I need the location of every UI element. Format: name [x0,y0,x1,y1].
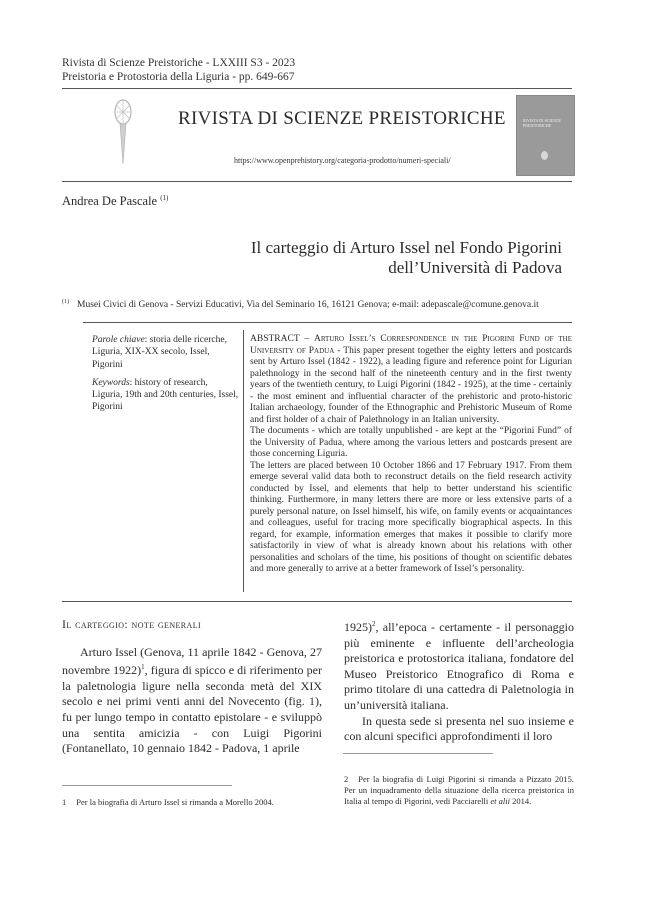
journal-url: https://www.openprehistory.org/categoria-prodotto/numeri-speciali/ [234,156,451,165]
footnote-ref-2[interactable]: 2 [372,620,376,628]
body-right-column [344,617,574,745]
journal-header [62,56,295,84]
keywords-it-label: Parole chiave [92,335,145,345]
journal-issue-line: Preistoria e Protostoria della Liguria - pp. 649-667 [62,71,295,83]
body-paragraph-2: In questa sede si presenta nel suo insieme e con alcuni specifici approfondimenti il loro [344,713,574,744]
footnote-2 [344,774,574,807]
abstract-block [250,334,572,576]
header-rule [62,88,572,89]
keywords-block [92,334,240,420]
body-p1-end: , figura di spicco e di riferimento per la paletnologia ligure nella seconda metà del XIX secolo e nei primi venti anni del Novecento (fig. 1), fu per lungo tempo in contatto epistolare - e sviluppò una sentita amicizia - con Luigi Pigorini (Fontanellato, 10 gennaio 1842 - Padova, 1 aprile [62,663,322,756]
footnote-2-text-b: 2014. [509,796,532,806]
body-p1-cont-start: 1925) [344,620,372,634]
journal-logo-icon [113,98,133,168]
affiliation-text: Musei Civici di Genova - Servizi Educativi, Via del Seminario 16, 16121 Genova; e-mail: adepascale@comune.genova.it [77,300,539,311]
footnote-2-mark: 2 [344,774,349,784]
abstract-bottom-rule [62,601,572,602]
body-paragraph-1-cont [344,617,574,714]
section-title: Il carteggio: note generali [62,617,202,631]
abstract-paragraph-2: The documents - which are totally unpublished - are kept at the “Pigorini Fund” of the University of Padua, where among the various letters and postcards present are those concerning Liguria. [250,426,572,459]
footnote-rule-right [343,753,493,754]
footnote-rule-left [62,785,232,786]
journal-masthead-title: RIVISTA DI SCIENZE PREISTORICHE [178,108,506,129]
cover-emblem-icon [541,151,548,160]
body-p1-start: Arturo Issel (Genova, 11 aprile 1842 - Genova, 27 novembre 1922) [62,644,322,678]
article-title [162,238,562,278]
author-affiliation-mark: (1) [160,194,169,202]
keywords-it-text: : storia delle ricerche, Liguria, XIX-XX secolo, Issel, Pigorini [92,335,227,370]
cover-title: RIVISTA DI SCIENZE PREISTORICHE [523,118,561,128]
journal-volume-line: Rivista di Scienze Preistoriche - LXXIII S3 - 2023 [62,57,296,69]
footnote-1-text: Per la biografia di Arturo Issel si rimanda a Morello 2004. [76,797,274,807]
author-name [62,194,168,209]
body-left-column [62,617,322,757]
affiliation [62,296,572,311]
keywords-en-label: Keywords [92,377,130,388]
footnote-2-text-a: Per la biografia di Luigi Pigorini si rimanda a Pizzato 2015. Per un inquadramento della situazione della ricerca preistorica in Italia al tempo di Pigorini, vedi Pacciarelli [344,774,574,806]
abstract-top-rule [83,322,572,323]
footnote-1-mark: 1 [62,797,67,807]
journal-cover-image [516,95,575,176]
abstract-label: ABSTRACT – [250,334,314,344]
footnote-2-etal: et alii [490,796,510,806]
affiliation-mark: (1) [62,299,69,305]
author-text: Andrea De Pascale [62,194,158,209]
body-paragraph-1 [62,645,322,757]
keywords-en-text: : history of research, Liguria, 19th and 20th centuries, Issel, Pigorini [92,377,239,413]
abstract-paragraph-3: The letters are placed between 10 October 1866 and 17 February 1917. From them emerge several valid data both to reconstruct details on the field research activity conducted by Issel, and elements that help to better understand his scientific thinking. Furthermore, in many letters there are more or less extensive parts of a purely personal nature, on Issel himself, his wife, on family events or acquaintances and colleagues, useful for tracing more specifically biographical aspects. In this regard, for example, information emerges that makes it possible to clarify more satisfactorily in view of what is already known about his relations with other personalities and scholars of the time, his positions of thought on scientific debates and more generally to arrive at a better framework of Issel’s personality. [250,460,572,574]
abstract-paragraph-1: - This paper present together the eighty letters and postcards sent by Arturo Issel (1842 - 1922), a leading figure and reference point for Ligurian palethnology in the second half of the nineteenth century and in the first twenty years of the twentieth century, to Luigi Pigorini (1842 - 1925), at the time - certainly - the most eminent and influential character of the prehistoric and proto-historic Italian archaeology, founder of the Ethnographic and Prehistoric Museum of Rome and first holder of a chair of Palethnology in an Italian university. [250,345,572,425]
abstract-divider [243,330,244,592]
body-p1-cont-end: , all’epoca - certamente - il personaggio più eminente e influente dell’archeologia preistorica e protostorica italiana, fondatore del Museo Preistorico Etnografico di Roma e primo titolare di una cattedra di Paletnologia in un’università italiana. [344,620,574,712]
masthead-rule [62,181,572,182]
abstract-heading: Arturo Issel’s Correspondence in the Pigorini Fund of the University of Padua [250,334,572,356]
footnote-1 [62,797,332,808]
title-line-2: dell’Università di Padova [388,258,562,277]
footnote-ref-1[interactable]: 1 [141,663,145,672]
title-line-1: Il carteggio di Arturo Issel nel Fondo Pigorini [250,238,562,257]
